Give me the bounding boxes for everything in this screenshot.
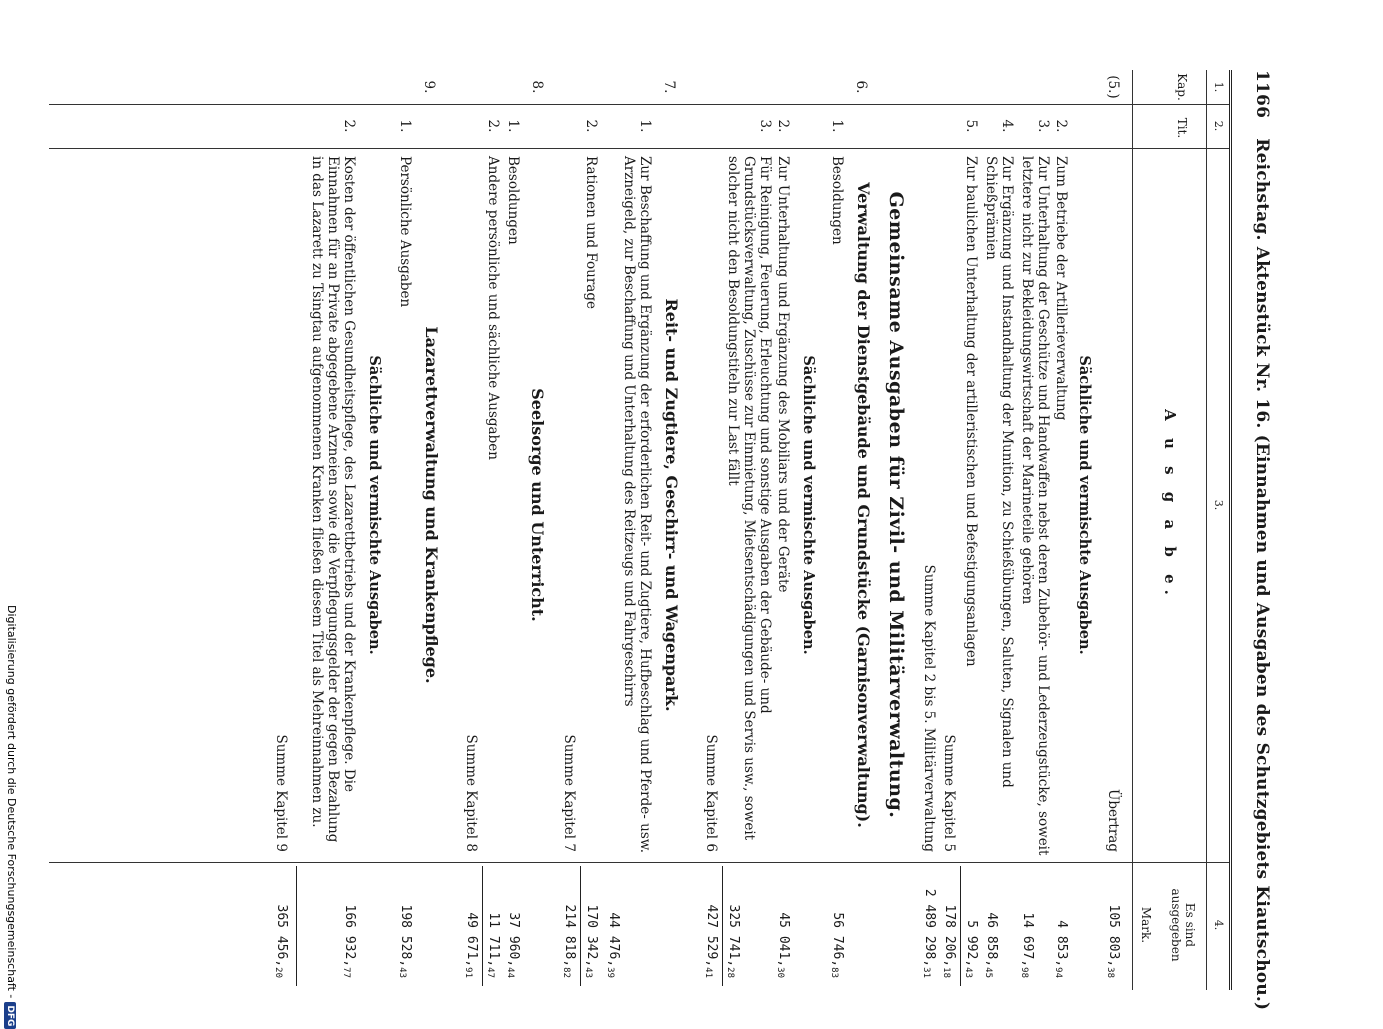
main-heading: Gemeinsame Ausgaben für Zivil- und Militärverwaltung. <box>885 191 907 819</box>
kap-number: 7. <box>661 80 677 94</box>
sum-rule <box>296 866 297 986</box>
sum-label: Summe Kapitel 8 <box>463 734 479 852</box>
sum-rule <box>580 866 581 986</box>
row-text: Persönliche Ausgaben <box>397 156 413 308</box>
section-heading: Sächliche und vermischte Ausgaben. <box>1076 355 1093 655</box>
page-title: Reichstag. Aktenstück Nr. 16. (Einnahmen und Ausgaben des Schutzgebiets Kiautschou.) <box>1252 138 1272 1011</box>
carry-amount: 105 $803,_{38}$ <box>1105 904 1121 978</box>
row-amount: 56 $746,_{83}$ <box>829 912 845 978</box>
page-number: 1166 <box>1252 70 1272 119</box>
row-amount: 4 $853,_{94}$ <box>1053 920 1069 978</box>
column-divider <box>49 862 1229 863</box>
row-amount: 11 $711,_{47}$ <box>485 912 501 978</box>
row-text: Kosten der öffentlichen Gesundheitspflege, des Lazarettbetriebs und der Krankenpflege. Die Einnahmen für an Private abgegebene Arzneien sowie die Verpflegungsgelder der gegen Bezahlung in das Lazarett zu Tsingtau aufgenommenen Kranken fließen diesem Titel als Mehreinnahmen zu. <box>309 156 357 843</box>
row-amount: 166 $932,_{77}$ <box>341 904 357 978</box>
kap-header: Kap. <box>1175 73 1189 101</box>
row-amount: 14 $697,_{98}$ <box>1019 912 1035 978</box>
tit-number: 2. <box>583 119 599 133</box>
tit-number: 1. <box>505 119 521 133</box>
tit-number: 1. <box>829 119 845 133</box>
ausgabe-header: A u s g a b e. <box>1161 409 1179 601</box>
row-text: Zur Unterhaltung und Ergänzung des Mobiliars und der Geräte <box>775 156 791 593</box>
tit-number: 5. <box>963 119 979 133</box>
section-heading: Sächliche und vermischte Ausgaben. <box>800 355 817 655</box>
row-text: Zur baulichen Unterhaltung der artilleristischen und Befestigungsanlagen <box>963 156 979 667</box>
dfg-logo: DFG <box>4 1002 16 1029</box>
column-divider <box>49 104 1229 105</box>
row-amount: 198 $528,_{43}$ <box>397 904 413 978</box>
tit-number: 4. <box>999 119 1015 133</box>
sum-rule <box>960 866 961 986</box>
section-heading: Reit- und Zugtiere, Geschirr- und Wagenpark. <box>662 298 681 712</box>
sum-amount: 214 $818,_{82}$ <box>561 904 577 978</box>
section-heading: Sächliche und vermischte Ausgaben. <box>366 355 383 655</box>
scanned-page <box>32 70 1272 1011</box>
row-divider <box>1206 70 1207 990</box>
tit-number: 2. <box>775 119 791 133</box>
sum-rule <box>722 866 723 986</box>
sum-label: Summe Kapitel 5 <box>941 734 957 852</box>
column-number-4: 4. <box>1212 919 1225 931</box>
column-number-2: 2. <box>1212 120 1225 132</box>
sum-amount: 178 $206,_{18}$ <box>941 904 957 978</box>
tit-number: 2. <box>341 119 357 133</box>
carry-label: Übertrag <box>1105 788 1121 852</box>
column-number-1: 1. <box>1212 81 1225 93</box>
sum-amount: 365 $456,_{20}$ <box>273 904 289 978</box>
kap-number: (5.) <box>1105 75 1121 99</box>
funding-text: Digitalisierung gefördert durch die Deutsche Forschungsgemeinschaft - <box>5 605 18 999</box>
sum-label: Summe Kapitel 7 <box>561 734 577 852</box>
row-text: Für Reinigung, Feuerung, Erleuchtung und sonstige Ausgaben der Gebäude- und Grundstücksverwaltung, Zuschüsse zur Einmietung, Mietsentschädigungen und Servis usw., soweit solcher nicht den Besoldungstiteln zur Last fällt <box>725 156 773 841</box>
sum-rule <box>482 866 483 986</box>
sum-label: Summe Kapitel 9 <box>273 734 289 852</box>
sum-amount: 427 $529,_{41}$ <box>703 904 719 978</box>
row-amount: 46 $858,_{45}$ <box>983 912 999 978</box>
row-amount: 325 $741,_{28}$ <box>725 904 741 978</box>
tit-header: Tit. <box>1175 117 1189 139</box>
kap-number: 6. <box>853 80 869 94</box>
column-divider <box>49 148 1229 149</box>
row-amount: 45 $041,_{30}$ <box>775 912 791 978</box>
tit-number: 3. <box>757 119 773 133</box>
row-text: Besoldungen <box>505 156 521 245</box>
sum-label: Summe Kapitel 2 bis 5. Militärverwaltung <box>921 564 937 852</box>
currency-header: Mark. <box>1139 906 1153 944</box>
tit-number: 2. <box>485 119 501 133</box>
tit-number: 2. <box>1053 119 1069 133</box>
row-text: Andere persönliche und sächliche Ausgaben <box>485 156 501 460</box>
column-number-3: 3. <box>1212 499 1225 511</box>
row-divider <box>1132 70 1133 990</box>
row-amount: 44 $476,_{39}$ <box>605 912 621 978</box>
tit-number: 1. <box>637 119 653 133</box>
amount-header: Es sind ausgegeben <box>1169 888 1197 962</box>
kap-number: 8. <box>529 80 545 94</box>
sum-label: Summe Kapitel 6 <box>703 734 719 852</box>
section-heading: Lazarettverwaltung und Krankenpflege. <box>422 326 441 684</box>
tit-number: 3. <box>1035 119 1051 133</box>
row-amount: 37 $960,_{44}$ <box>505 912 521 978</box>
page-header <box>1242 70 1272 1011</box>
kap-number: 9. <box>421 80 437 94</box>
tit-number: 1. <box>397 119 413 133</box>
budget-table <box>49 70 1232 990</box>
row-text: Zur Ergänzung und Instandhaltung der Munition, zu Schießübungen, Saluten, Signalen und Schießprämien <box>983 156 1015 788</box>
row-text: Zur Unterhaltung der Geschütze und Handwaffen nebst deren Zubehör- und Lederzeugstücke, soweit letztere nicht zur Bekleidungswirtschaft der Marineteile gehören <box>1019 156 1051 856</box>
funding-note <box>4 605 18 1029</box>
row-text: Rationen und Fourage <box>583 156 599 309</box>
sum-amount: 2 489 $298,_{31}$ <box>921 888 937 978</box>
section-heading: Seelsorge und Unterricht. <box>528 388 547 622</box>
row-amount: 5 $992,_{43}$ <box>963 920 979 978</box>
row-text: Besoldungen <box>829 156 845 245</box>
row-text: Zur Beschaffung und Ergänzung der erforderlichen Reit- und Zugtiere, Hufbeschlag und Pferde- usw. Arzneigeld, zur Beschaffung und Unterhaltung des Reitzeugs und Fahrgeschirrs <box>621 156 653 853</box>
row-text: Zum Betriebe der Artillerieverwaltung <box>1053 156 1069 421</box>
row-amount: 170 $342,_{43}$ <box>583 904 599 978</box>
sub-heading: Verwaltung der Dienstgebäude und Grundstücke (Garnisonverwaltung). <box>854 182 873 828</box>
sum-amount: 49 $671,_{91}$ <box>463 912 479 978</box>
